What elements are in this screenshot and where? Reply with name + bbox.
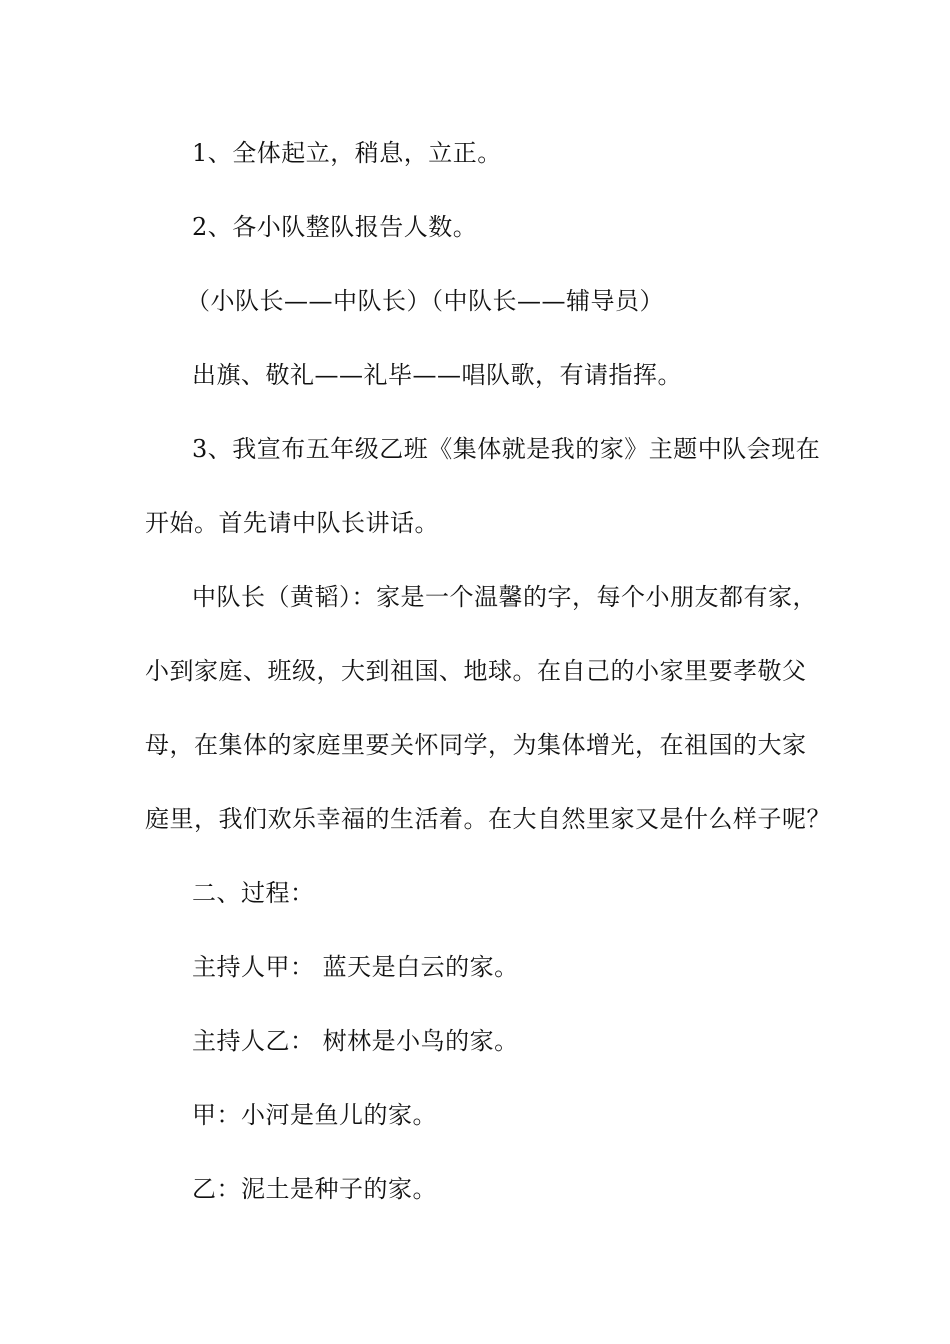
text-line-4: 出旗、敬礼——礼毕——唱队歌，有请指挥。 bbox=[192, 361, 682, 389]
text-line-5: 3、我宣布五年级乙班《集体就是我的家》主题中队会现在 bbox=[192, 435, 821, 463]
text-line-6: 开始。首先请中队长讲话。 bbox=[145, 509, 439, 537]
text-line-13: 主持人乙： 树林是小鸟的家。 bbox=[192, 1027, 519, 1055]
text-line-12: 主持人甲： 蓝天是白云的家。 bbox=[192, 953, 519, 981]
text-line-1: 1、全体起立，稍息，立正。 bbox=[192, 139, 502, 167]
text-line-7: 中队长（黄韬）：家是一个温馨的字，每个小朋友都有家， bbox=[192, 583, 817, 611]
text-line-3: （小队长——中队长）（中队长——辅导员） bbox=[186, 287, 664, 315]
text-line-14: 甲：小河是鱼儿的家。 bbox=[192, 1101, 437, 1129]
text-line-10: 庭里，我们欢乐幸福的生活着。在大自然里家又是什么样子呢？ bbox=[145, 805, 831, 833]
text-line-15: 乙：泥土是种子的家。 bbox=[192, 1175, 437, 1203]
text-line-8: 小到家庭、班级，大到祖国、地球。在自己的小家里要孝敬父 bbox=[145, 657, 807, 685]
text-line-9: 母，在集体的家庭里要关怀同学，为集体增光，在祖国的大家 bbox=[145, 731, 807, 759]
text-line-11: 二、过程： bbox=[192, 879, 315, 907]
text-line-2: 2、各小队整队报告人数。 bbox=[192, 213, 478, 241]
